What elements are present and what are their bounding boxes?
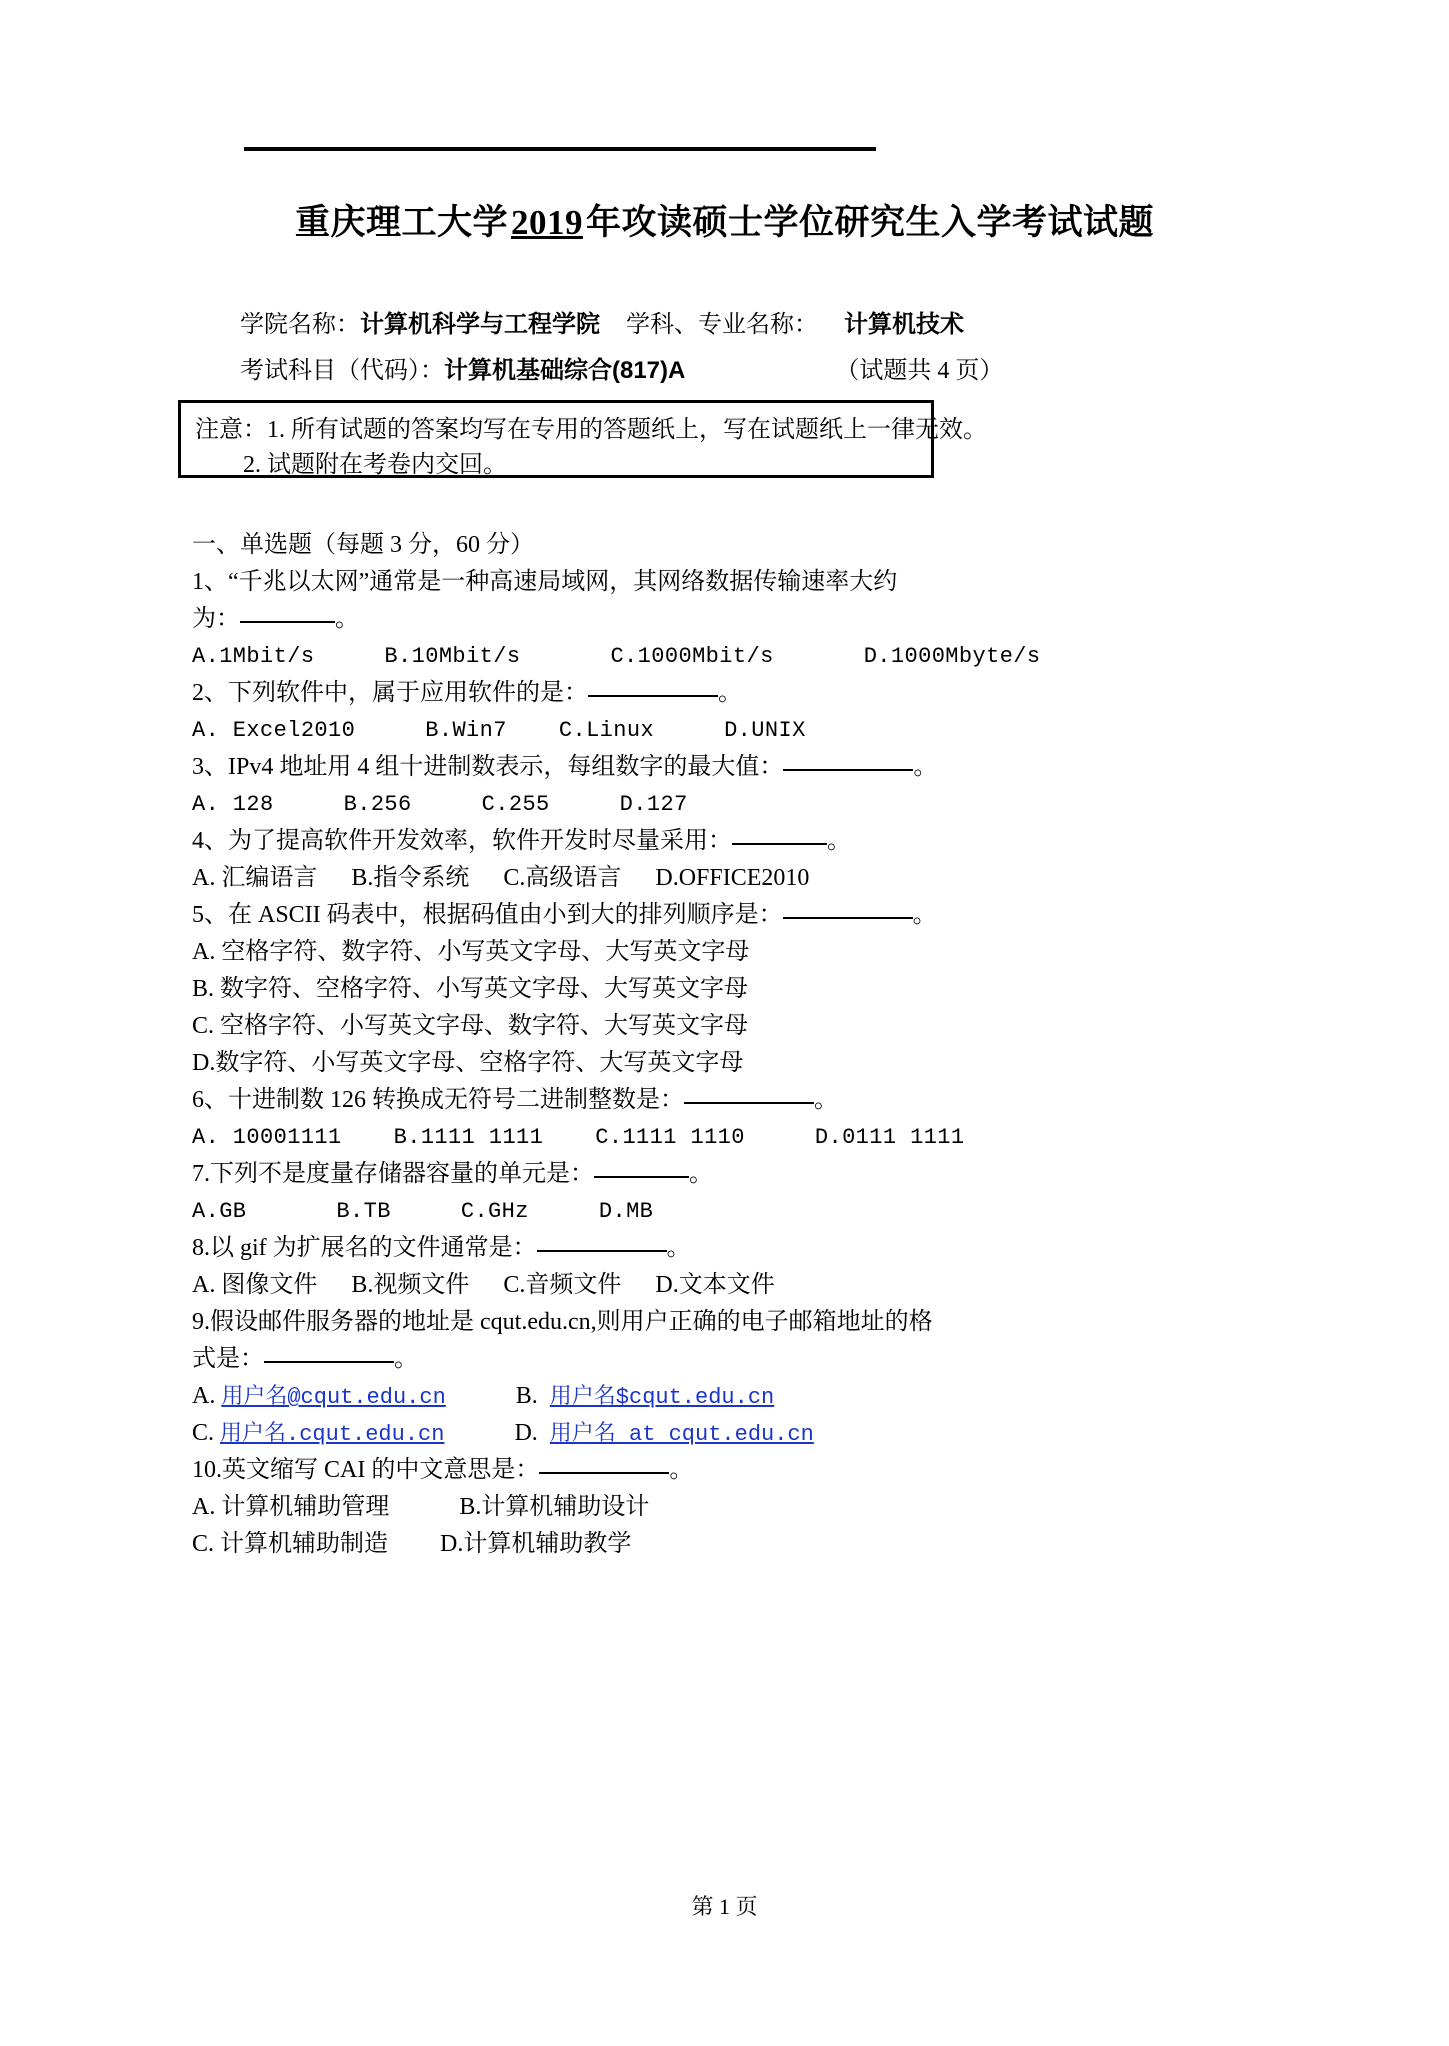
q10-answer-blank[interactable] [539,1472,669,1474]
q9-answer-blank[interactable] [264,1361,394,1363]
q4-opt-a[interactable]: A. 汇编语言 [192,865,318,891]
q1-answer-blank[interactable] [240,621,335,623]
question-10-options-row2 [192,1526,1292,1563]
q4-stem-post: 。 [827,828,851,854]
q2-stem-pre: 2、下列软件中，属于应用软件的是： [192,680,588,706]
q8-stem-pre: 8.以 gif 为扩展名的文件通常是： [192,1235,537,1261]
q3-opt-d[interactable]: D.127 [619,792,688,817]
q10-opt-b[interactable]: B.计算机辅助设计 [459,1494,650,1520]
page-title [0,195,1449,245]
q2-opt-a[interactable]: A. Excel2010 [192,718,356,743]
question-5-option-d[interactable]: D.数字符、小写英文字母、空格字符、大写英文字母 [192,1050,744,1076]
question-4-options [192,860,1292,897]
header-rule [244,147,876,151]
exam-body [192,527,1292,1563]
question-5-option-b[interactable]: B. 数字符、空格字符、小写英文字母、大写英文字母 [192,976,749,1002]
question-8-options [192,1267,1292,1304]
question-3-stem [192,749,1292,786]
q9-opt-b-value[interactable]: 用户名$cqut.edu.cn [549,1385,775,1410]
question-2-stem [192,675,1292,712]
question-2-options [192,712,1292,749]
college-value: 计算机科学与工程学院 [360,311,600,338]
q1-opt-a[interactable]: A.1Mbit/s [192,644,315,669]
q7-opt-d[interactable]: D.MB [598,1199,654,1224]
question-9-stem-line1: 9.假设邮件服务器的地址是 cqut.edu.cn,则用户正确的电子邮箱地址的格 [192,1309,933,1335]
question-6-stem [192,1082,1292,1119]
q5-stem-post: 。 [912,902,937,928]
q2-opt-d[interactable]: D.UNIX [724,718,806,743]
question-1-stem-line2 [192,601,1292,638]
q7-stem-post: 。 [689,1161,713,1187]
q9-opt-c-value[interactable]: 用户名.cqut.edu.cn [220,1422,445,1447]
pages-note: （试题共 4 页） [835,358,1004,384]
q3-opt-b[interactable]: B.256 [343,792,412,817]
title-suffix: 年攻读硕士学位研究生入学考试试题 [586,203,1155,242]
section-heading: 一、单选题（每题 3 分，60 分） [192,532,534,558]
q6-opt-b[interactable]: B.1111 1111 [393,1125,544,1150]
q9-opt-c-label: C. [192,1420,215,1446]
question-10-stem [192,1452,1292,1489]
question-5-option-a[interactable]: A. 空格字符、数字符、小写英文字母、大写英文字母 [192,939,750,965]
q1-stem-pre: 为： [192,606,240,632]
question-7-stem [192,1156,1292,1193]
q1-opt-d[interactable]: D.1000Mbyte/s [863,644,1041,669]
subject-value: 计算机基础综合(817)A [444,357,686,384]
q6-opt-d[interactable]: D.0111 1111 [814,1125,965,1150]
subject-label: 考试科目（代码）： [240,358,444,384]
q7-opt-c[interactable]: C.GHz [460,1199,529,1224]
q3-answer-blank[interactable] [783,769,913,771]
q7-opt-b[interactable]: B.TB [336,1199,391,1224]
q9-opt-a-label: A. [192,1383,216,1409]
q10-stem-post: 。 [669,1457,694,1483]
question-5-option-c[interactable]: C. 空格字符、小写英文字母、数字符、大写英文字母 [192,1013,749,1039]
q10-opt-c[interactable]: C. 计算机辅助制造 [192,1531,389,1557]
major-value: 计算机技术 [844,311,964,338]
notice-line-1: 注意：1. 所有试题的答案均写在专用的答题纸上，写在试题纸上一律无效。 [195,417,987,443]
question-10-options-row1 [192,1489,1292,1526]
q3-opt-c[interactable]: C.255 [481,792,550,817]
question-6-options [192,1119,1292,1156]
q6-opt-c[interactable]: C.1111 1110 [595,1125,745,1150]
question-1-options [192,638,1292,675]
q7-answer-blank[interactable] [594,1176,689,1178]
q2-opt-c[interactable]: C.Linux [558,718,655,743]
q8-stem-post: 。 [666,1235,691,1261]
meta-college-line [0,304,1449,339]
q1-opt-b[interactable]: B.10Mbit/s [384,644,521,669]
q4-opt-c[interactable]: C.高级语言 [503,865,622,891]
q8-opt-a[interactable]: A. 图像文件 [192,1272,318,1298]
q1-opt-c[interactable]: C.1000Mbit/s [610,644,774,669]
q5-answer-blank[interactable] [783,917,913,919]
question-5-stem [192,897,1292,934]
q9-opt-d-label: D. [514,1420,538,1446]
q8-answer-blank[interactable] [537,1250,667,1252]
q2-answer-blank[interactable] [588,695,718,697]
q6-stem-pre: 6、十进制数 126 转换成无符号二进制整数是： [192,1087,684,1113]
q3-stem-post: 。 [913,754,938,780]
q2-opt-b[interactable]: B.Win7 [425,718,507,743]
q9-stem-post: 。 [394,1346,418,1372]
q9-stem-pre: 式是： [192,1346,264,1372]
q6-answer-blank[interactable] [684,1102,814,1104]
question-9-options-row1 [192,1378,1292,1415]
q9-opt-d-value[interactable]: 用户名 at cqut.edu.cn [549,1422,814,1447]
q4-stem-pre: 4、为了提高软件开发效率，软件开发时尽量采用： [192,828,732,854]
q8-opt-c[interactable]: C.音频文件 [503,1272,622,1298]
major-label: 学科、专业名称： [626,312,818,338]
notice-box [178,400,987,478]
q6-stem-post: 。 [814,1087,838,1113]
meta-subject-line [0,350,1449,385]
q3-opt-a[interactable]: A. 128 [192,792,274,817]
q9-opt-b-label: B. [515,1383,538,1409]
question-9-stem-line2 [192,1341,1292,1378]
question-7-options [192,1193,1292,1230]
q9-opt-a-value[interactable]: 用户名@cqut.edu.cn [221,1385,446,1410]
question-3-options [192,786,1292,823]
question-8-stem [192,1230,1292,1267]
question-9-options-row2 [192,1415,1292,1452]
notice-line-2: 2. 试题附在考卷内交回。 [243,452,507,478]
q5-stem-pre: 5、在 ASCII 码表中，根据码值由小到大的排列顺序是： [192,902,783,928]
title-year: 2019 [511,203,583,242]
q8-opt-b[interactable]: B.视频文件 [351,1272,470,1298]
page-footer: 第 1 页 [691,1894,758,1919]
q8-opt-d[interactable]: D.文本文件 [655,1272,775,1298]
q10-opt-d[interactable]: D.计算机辅助教学 [440,1531,632,1557]
q7-opt-a[interactable]: A.GB [192,1199,247,1224]
q4-opt-d[interactable]: D.OFFICE2010 [655,865,810,891]
q3-stem-pre: 3、IPv4 地址用 4 组十进制数表示，每组数字的最大值： [192,754,784,780]
q7-stem-pre: 7.下列不是度量存储器容量的单元是： [192,1161,594,1187]
q10-opt-a[interactable]: A. 计算机辅助管理 [192,1494,390,1520]
question-1-stem-line1: 1、“千兆以太网”通常是一种高速局域网，其网络数据传输速率大约 [192,569,898,595]
q4-opt-b[interactable]: B.指令系统 [351,865,470,891]
q10-stem-pre: 10.英文缩写 CAI 的中文意思是： [192,1457,540,1483]
question-4-stem [192,823,1292,860]
q1-stem-post: 。 [335,606,359,632]
title-prefix: 重庆理工大学 [294,203,508,242]
college-label: 学院名称： [240,312,360,338]
q4-answer-blank[interactable] [732,843,827,845]
q6-opt-a[interactable]: A. 10001111 [192,1125,342,1150]
q2-stem-post: 。 [718,680,742,706]
